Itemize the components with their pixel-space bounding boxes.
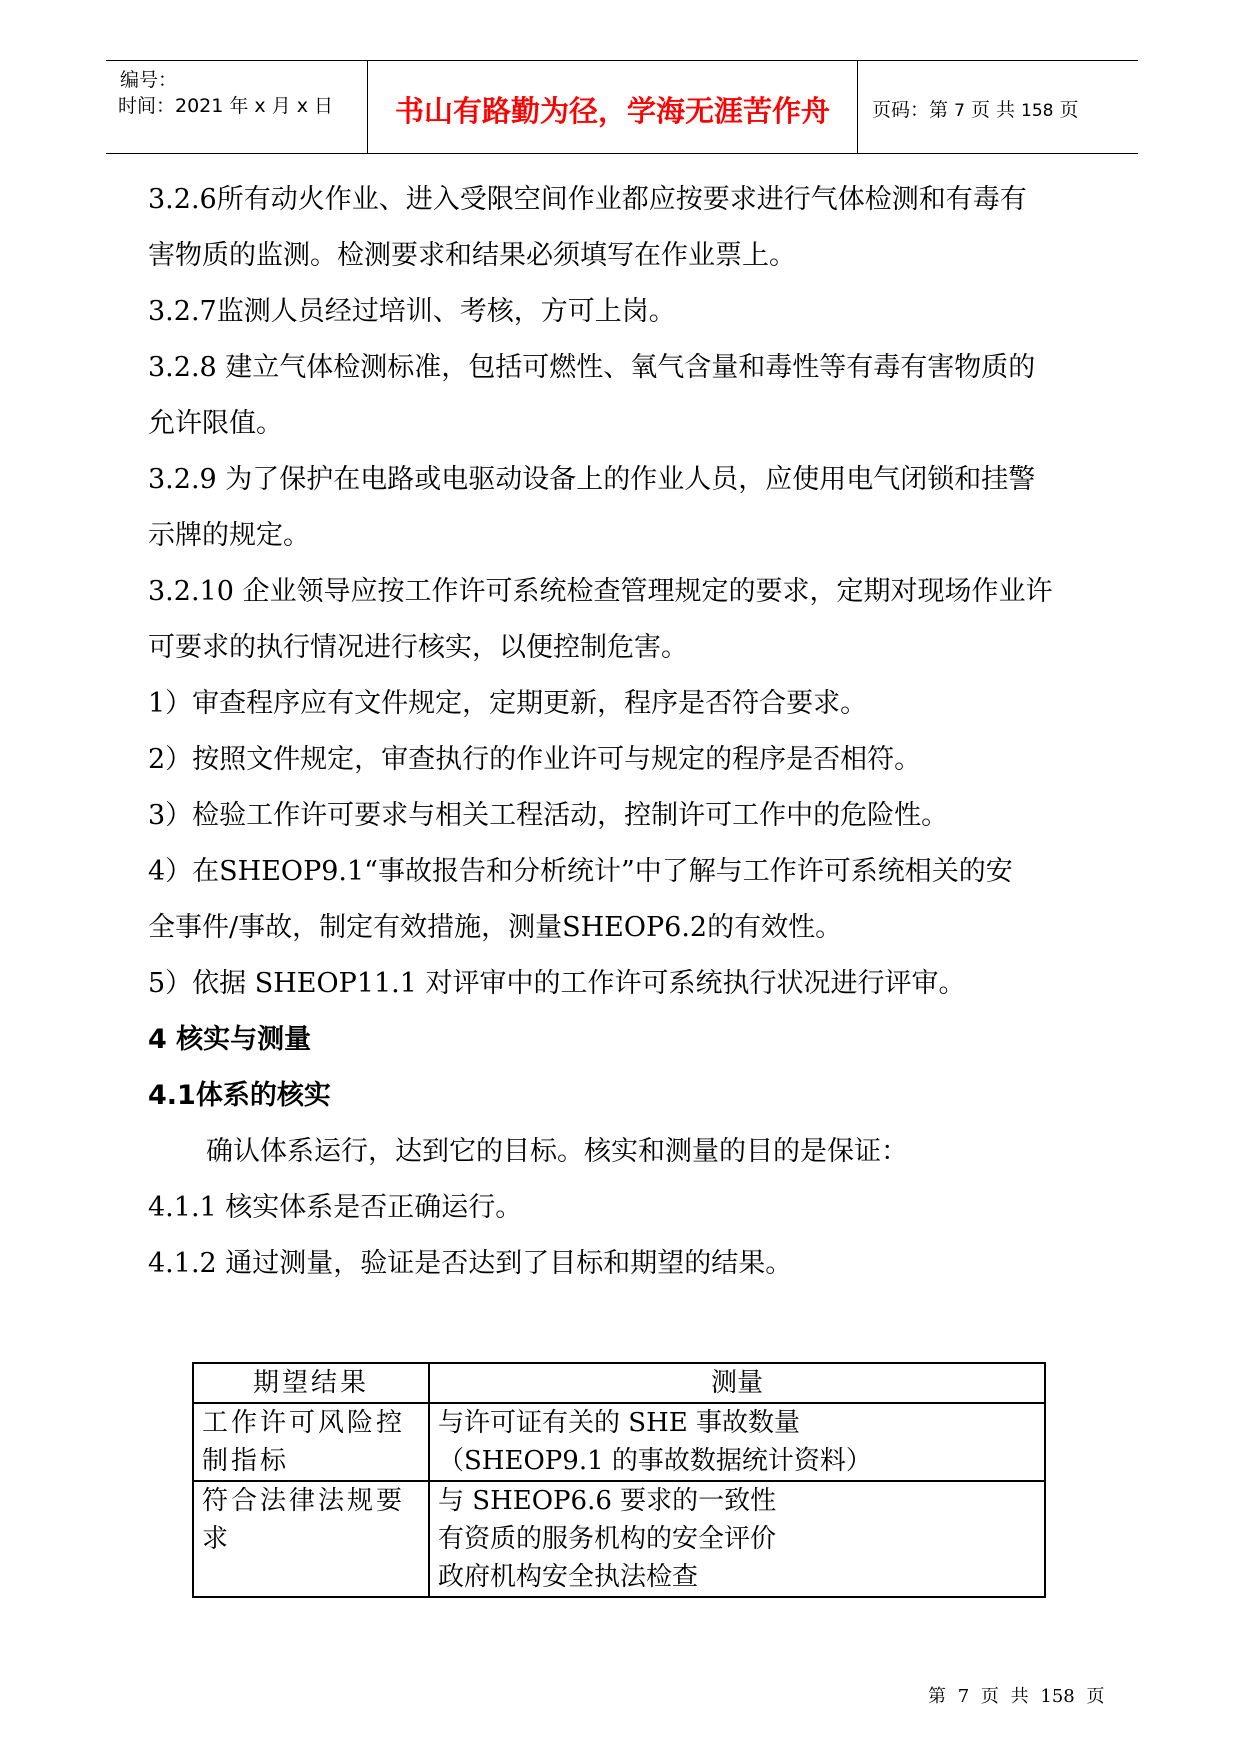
- cell-line: （SHEOP9.1 的事故数据统计资料）: [438, 1446, 872, 1476]
- paragraph-line: 3.2.6所有动火作业、进入受限空间作业都应按要求进行气体检测和有毒有: [148, 184, 1027, 215]
- list-item: 1）审查程序应有文件规定，定期更新，程序是否符合要求。: [148, 688, 868, 719]
- measurement-cell: [429, 1403, 1045, 1481]
- list-item: 4）在SHEOP9.1“事故报告和分析统计”中了解与工作许可系统相关的安: [148, 856, 1013, 887]
- page-current: 7: [954, 101, 965, 121]
- header-motto: 书山有路勤为径，学海无涯苦作舟: [394, 94, 830, 128]
- document-number-label: 编号：: [120, 69, 178, 91]
- cell-line: 有资质的服务机构的安全评价: [438, 1524, 777, 1554]
- page-header: [106, 60, 1138, 154]
- header-page-cell: [858, 61, 1138, 153]
- cell-line: 与 SHEOP6.6 要求的一致性: [438, 1486, 777, 1516]
- footer-suffix: 页: [1086, 1686, 1105, 1707]
- table-row: [193, 1481, 1045, 1597]
- paragraph-line: 可要求的执行情况进行核实，以便控制危害。: [148, 632, 688, 663]
- header-page-number: [872, 95, 1079, 122]
- list-item: 4.1.2 通过测量，验证是否达到了目标和期望的结果。: [148, 1248, 793, 1279]
- table-row: [193, 1403, 1045, 1481]
- page-middle: 页 共: [970, 99, 1015, 121]
- cell-line: 与许可证有关的 SHE 事故数量: [438, 1408, 800, 1438]
- footer-total: 158: [1040, 1686, 1075, 1707]
- list-item: 2）按照文件规定，审查执行的作业许可与规定的程序是否相符。: [148, 744, 922, 775]
- column-header-measurement: 测量: [429, 1363, 1045, 1403]
- cell-line: 求: [202, 1524, 232, 1554]
- intro-paragraph: 确认体系运行，达到它的目标。核实和测量的目的是保证：: [206, 1136, 908, 1167]
- expected-result-cell: [193, 1403, 429, 1481]
- measurement-cell: [429, 1481, 1045, 1597]
- document-date: 时间：2021 年 x 月 x 日: [118, 95, 334, 117]
- paragraph-line: 3.2.7监测人员经过培训、考核，方可上岗。: [148, 296, 676, 327]
- list-item: 4.1.1 核实体系是否正确运行。: [148, 1192, 523, 1223]
- subsection-heading: 4.1体系的核实: [148, 1080, 331, 1111]
- cell-line: 符合法律法规要: [202, 1486, 406, 1516]
- expected-result-cell: [193, 1481, 429, 1597]
- page-footer: [928, 1682, 1104, 1708]
- page-prefix: 页码：第: [872, 99, 949, 121]
- paragraph-line: 3.2.10 企业领导应按工作许可系统检查管理规定的要求，定期对现场作业许: [148, 576, 1053, 607]
- column-header-expected-result: 期望结果: [193, 1363, 429, 1403]
- paragraph-line: 3.2.8 建立气体检测标准，包括可燃性、氧气含量和毒性等有毒有害物质的: [148, 352, 1036, 383]
- cell-line: 工作许可风险控: [202, 1408, 406, 1438]
- paragraph-line: 允许限值。: [148, 408, 283, 439]
- page-suffix: 页: [1059, 99, 1079, 121]
- footer-prefix: 第: [928, 1686, 946, 1707]
- footer-middle: 页 共: [980, 1686, 1029, 1707]
- cell-line: 制指标: [202, 1446, 290, 1476]
- list-item: 3）检验工作许可要求与相关工程活动，控制许可工作中的危险性。: [148, 800, 949, 831]
- list-item: 5）依据 SHEOP11.1 对评审中的工作许可系统执行状况进行评审。: [148, 968, 966, 999]
- document-body: [148, 172, 1098, 1292]
- paragraph-line: 示牌的规定。: [148, 520, 310, 551]
- cell-line: 政府机构安全执法检查: [438, 1562, 699, 1592]
- paragraph-line: 3.2.9 为了保护在电路或电驱动设备上的作业人员，应使用电气闭锁和挂警: [148, 464, 1036, 495]
- page-total: 158: [1021, 101, 1054, 121]
- section-heading: 4 核实与测量: [148, 1024, 312, 1055]
- header-meta-cell: [106, 61, 368, 153]
- table-header-row: [193, 1363, 1045, 1403]
- footer-current: 7: [957, 1686, 970, 1707]
- list-item: 全事件/事故，制定有效措施，测量SHEOP6.2的有效性。: [148, 912, 843, 943]
- paragraph-line: 害物质的监测。检测要求和结果必须填写在作业票上。: [148, 240, 796, 271]
- header-motto-cell: [368, 61, 858, 153]
- measurement-table: [192, 1362, 1046, 1598]
